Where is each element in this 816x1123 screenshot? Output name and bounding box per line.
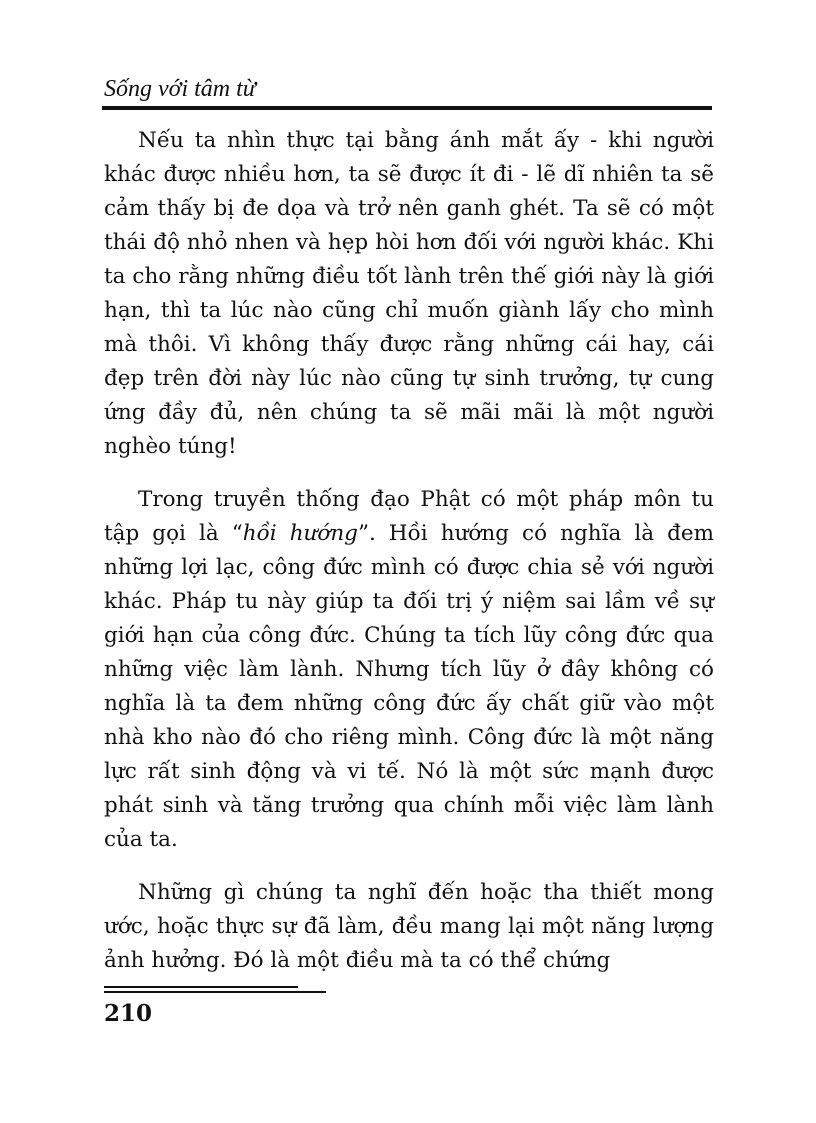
paragraph-1: Nếu ta nhìn thực tại bằng ánh mắt ấy - khi người khác được nhiều hơn, ta sẽ được ít đi - lẽ dĩ nhiên ta sẽ cảm thấy bị đe dọa và trở nên ganh ghét. Ta sẽ có một thái độ nhỏ nhen và hẹp hòi hơn đối với người khác. Khi ta cho rằng những điều tốt lành trên thế giới này là giới hạn, thì ta lúc nào cũng chỉ muốn giành lấy cho mình mà thôi. Vì không thấy được rằng những cái hay, cái đẹp trên đời này lúc nào cũng tự sinh trưởng, tự cung ứng đầy đủ, nên chúng ta sẽ mãi mãi là một người nghèo túng! [104, 128, 714, 459]
footer-divider-upper [104, 986, 298, 988]
emphasized-term: hồi hướng [242, 521, 358, 546]
body-text [104, 124, 714, 997]
page-number: 210 [104, 1000, 153, 1027]
paragraph-2-text-before: Trong truyền thống đạo Phật có một pháp môn tu tập gọi là “ [104, 487, 714, 546]
paragraph-2 [104, 483, 714, 857]
running-header-title: Sống với tâm từ [104, 76, 256, 102]
header-divider [102, 106, 712, 110]
paragraph-2-text-after: ”. Hồi hướng có nghĩa là đem những lợi lạc, công đức mình có được chia sẻ với người khác. Pháp tu này giúp ta đối trị ý niệm sai lầm về sự giới hạn của công đức. Chúng ta tích lũy công đức qua những việc làm lành. Nhưng tích lũy ở đây không có nghĩa là ta đem những công đức ấy chất giữ vào một nhà kho nào đó cho riêng mình. Công đức là một năng lực rất sinh động và vi tế. Nó là một sức mạnh được phát sinh và tăng trưởng qua chính mỗi việc làm lành của ta. [104, 521, 714, 852]
paragraph-3: Những gì chúng ta nghĩ đến hoặc tha thiết mong ước, hoặc thực sự đã làm, đều mang lại một năng lượng ảnh hưởng. Đó là một điều mà ta có thể chứng [104, 880, 714, 973]
footer-divider-lower [104, 991, 326, 993]
